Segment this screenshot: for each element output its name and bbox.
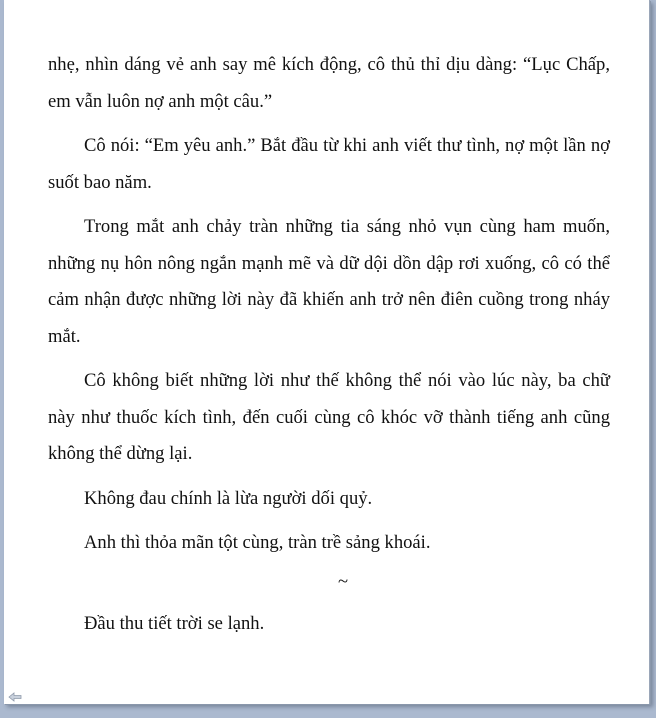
paragraph-3: Trong mắt anh chảy tràn những tia sáng nhỏ vụn cùng ham muốn, những nụ hôn nông ngắn mạnh mẽ và dữ dội dồn dập rơi xuống, cô có thể cảm nhận được những lời này đã khiến anh trở nên điên cuồng trong nháy mắt. [48, 216, 610, 347]
paragraph-4: Cô không biết những lời như thế không thể nói vào lúc này, ba chữ này như thuốc kích tình, đến cuối cùng cô khóc vỡ thành tiếng anh cũng không thể dừng lại. [48, 370, 610, 464]
document-page [4, 0, 650, 704]
paragraph-6: Anh thì thỏa mãn tột cùng, tràn trề sảng khoái. [84, 532, 431, 553]
page-corner-arrow-icon [8, 692, 24, 704]
document-body [48, 47, 610, 650]
section-separator: ~ [337, 570, 349, 592]
paragraph-1: nhẹ, nhìn dáng vẻ anh say mê kích động, cô thủ thỉ dịu dàng: “Lục Chấp, em vẫn luôn nợ anh một câu.” [48, 54, 610, 112]
paragraph-7: Đầu thu tiết trời se lạnh. [84, 612, 265, 634]
paragraph-5: Không đau chính là lừa người dối quỷ. [84, 487, 373, 509]
paragraph-2: Cô nói: “Em yêu anh.” Bắt đầu từ khi anh viết thư tình, nợ một lần nợ suốt bao năm. [48, 135, 610, 193]
